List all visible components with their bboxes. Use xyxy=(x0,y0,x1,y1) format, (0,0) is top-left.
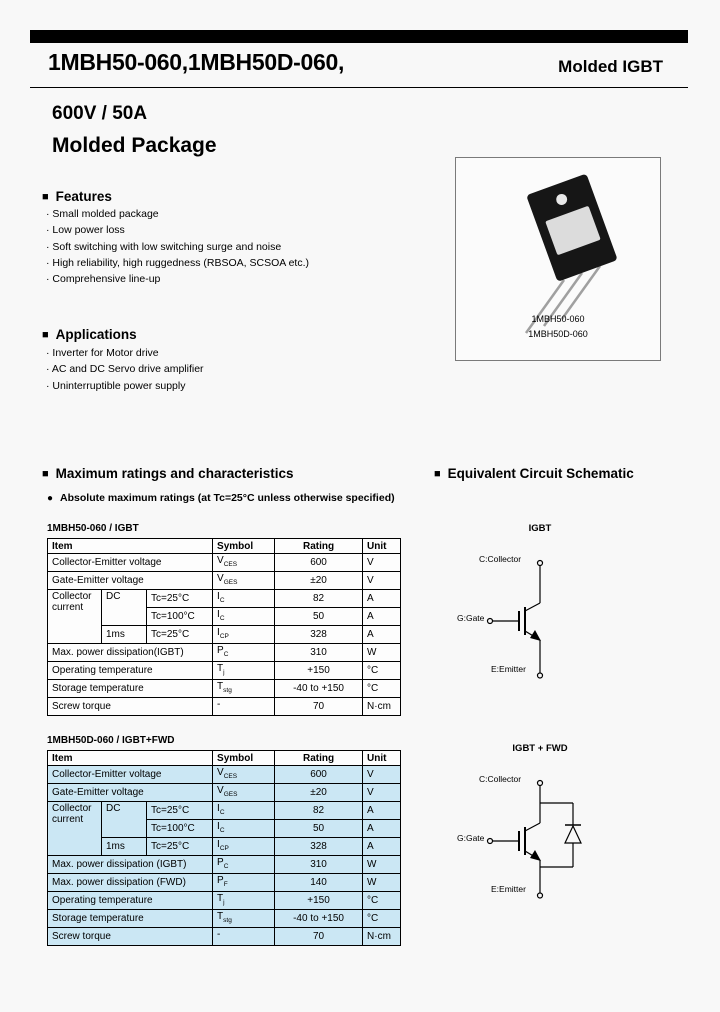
applications-heading xyxy=(42,327,137,342)
cell-symbol: $T_j$ xyxy=(213,892,275,910)
cell-condition-temp: Tc=25°C xyxy=(147,838,213,856)
voltage-current-heading: 600V / 50A xyxy=(52,103,148,124)
features-title: Features xyxy=(55,189,112,204)
cell-symbol: $P_F$ xyxy=(213,874,275,892)
cell-unit: A xyxy=(363,590,401,608)
cell-unit: V xyxy=(363,766,401,784)
product-family-label: Molded IGBT xyxy=(558,57,663,76)
cell-unit: A xyxy=(363,802,401,820)
max-ratings-title: Maximum ratings and characteristics xyxy=(55,466,294,481)
gate-label: G:Gate xyxy=(457,613,485,623)
cell-condition-temp: Tc=25°C xyxy=(147,626,213,644)
list-item: · Inverter for Motor drive xyxy=(46,347,159,359)
list-item: · High reliability, high ruggedness (RBSOA, SCSOA etc.) xyxy=(46,256,309,269)
max-ratings-heading xyxy=(42,466,294,481)
table-row xyxy=(48,644,401,662)
equiv-circuit-title: Equivalent Circuit Schematic xyxy=(447,466,634,481)
table-row xyxy=(48,928,401,946)
header-unit: Unit xyxy=(363,751,401,766)
cell-symbol: $I_C$ xyxy=(213,820,275,838)
top-black-bar xyxy=(30,30,688,43)
absolute-max-note xyxy=(47,492,395,504)
table-row xyxy=(48,766,401,784)
table-row xyxy=(48,856,401,874)
cell-symbol: $V_{GES}$ xyxy=(213,784,275,802)
table-row xyxy=(48,698,401,716)
table-row xyxy=(48,662,401,680)
collector-label: C:Collector xyxy=(479,554,522,564)
cell-unit: W xyxy=(363,856,401,874)
cell-rating: 328 xyxy=(275,626,363,644)
collector-label: C:Collector xyxy=(479,774,522,784)
cell-rating: 82 xyxy=(275,590,363,608)
table-row xyxy=(48,572,401,590)
cell-rating: -40 to +150 xyxy=(275,910,363,928)
package-part-number-2: 1MBH50D-060 xyxy=(528,329,588,339)
features-heading xyxy=(42,189,112,204)
header-divider xyxy=(30,87,688,88)
applications-list xyxy=(46,345,204,394)
table2-label: 1MBH50D-060 / IGBT+FWD xyxy=(47,735,175,746)
cell-unit: °C xyxy=(363,662,401,680)
cell-symbol: $T_{stg}$ xyxy=(213,910,275,928)
schematic-title: IGBT + FWD xyxy=(512,743,568,754)
cell-symbol: $V_{GES}$ xyxy=(213,572,275,590)
cell-item: Gate-Emitter voltage xyxy=(48,784,213,802)
list-item: · Uninterruptible power supply xyxy=(46,379,186,392)
table-row xyxy=(48,554,401,572)
cell-symbol: - xyxy=(213,928,275,946)
cell-item: Collector-Emitter voltage xyxy=(48,766,213,784)
package-image-box xyxy=(455,157,661,361)
cell-rating: 600 xyxy=(275,554,363,572)
absolute-max-text: Absolute maximum ratings (at Tc=25°C unless otherwise specified) xyxy=(60,492,395,504)
square-bullet-icon: ■ xyxy=(42,329,49,341)
cell-symbol: $P_C$ xyxy=(213,856,275,874)
igbt-fwd-symbol-graphic xyxy=(455,743,655,923)
list-item: · Soft switching with low switching surge and noise xyxy=(46,240,282,253)
cell-unit: °C xyxy=(363,892,401,910)
cell-item: Max. power dissipation (IGBT) xyxy=(48,856,213,874)
cell-condition-temp: Tc=100°C xyxy=(147,608,213,626)
header-rating: Rating xyxy=(275,751,363,766)
header-item: Item xyxy=(48,539,213,554)
cell-condition-pulse: 1ms xyxy=(102,626,147,644)
applications-title: Applications xyxy=(55,327,137,342)
cell-rating: ±20 xyxy=(275,572,363,590)
ratings-table-igbt-fwd xyxy=(47,750,401,946)
cell-rating: 140 xyxy=(275,874,363,892)
features-list xyxy=(46,206,309,287)
cell-unit: A xyxy=(363,820,401,838)
cell-item: Collector current xyxy=(48,590,102,644)
cell-item: Storage temperature xyxy=(48,910,213,928)
cell-symbol: $V_{CES}$ xyxy=(213,554,275,572)
cell-symbol: $V_{CES}$ xyxy=(213,766,275,784)
cell-unit: A xyxy=(363,608,401,626)
table-row xyxy=(48,802,401,820)
cell-symbol: $I_{CP}$ xyxy=(213,626,275,644)
page-title: 1MBH50-060,1MBH50D-060, xyxy=(48,49,345,75)
square-bullet-icon: ■ xyxy=(434,468,441,480)
cell-rating: -40 to +150 xyxy=(275,680,363,698)
cell-item: Collector current xyxy=(48,802,102,856)
emitter-label: E:Emitter xyxy=(491,664,526,674)
cell-condition-dc: DC xyxy=(102,802,147,838)
header-symbol: Symbol xyxy=(213,751,275,766)
cell-unit: N·cm xyxy=(363,928,401,946)
package-type-heading: Molded Package xyxy=(52,134,217,157)
table-header-row xyxy=(48,751,401,766)
ratings-table-igbt xyxy=(47,538,401,716)
cell-condition-temp: Tc=100°C xyxy=(147,820,213,838)
cell-item: Collector-Emitter voltage xyxy=(48,554,213,572)
cell-unit: V xyxy=(363,572,401,590)
cell-unit: V xyxy=(363,554,401,572)
cell-rating: 328 xyxy=(275,838,363,856)
table-row xyxy=(48,910,401,928)
cell-symbol: - xyxy=(213,698,275,716)
cell-symbol: $I_C$ xyxy=(213,608,275,626)
square-bullet-icon: ■ xyxy=(42,191,49,203)
gate-label: G:Gate xyxy=(457,833,485,843)
header-item: Item xyxy=(48,751,213,766)
list-item: · Comprehensive line-up xyxy=(46,273,161,286)
table-row xyxy=(48,892,401,910)
table-row xyxy=(48,590,401,608)
square-bullet-icon: ■ xyxy=(42,468,49,480)
cell-unit: A xyxy=(363,838,401,856)
table-row xyxy=(48,680,401,698)
cell-symbol: $I_{CP}$ xyxy=(213,838,275,856)
cell-unit: A xyxy=(363,626,401,644)
cell-item: Max. power dissipation(IGBT) xyxy=(48,644,213,662)
cell-rating: +150 xyxy=(275,662,363,680)
table-row xyxy=(48,784,401,802)
igbt-symbol-graphic xyxy=(455,523,655,703)
cell-unit: W xyxy=(363,874,401,892)
header-rating: Rating xyxy=(275,539,363,554)
cell-symbol: $I_C$ xyxy=(213,802,275,820)
cell-rating: 50 xyxy=(275,608,363,626)
emitter-label: E:Emitter xyxy=(491,884,526,894)
cell-item: Gate-Emitter voltage xyxy=(48,572,213,590)
cell-condition-dc: DC xyxy=(102,590,147,626)
cell-item: Screw torque xyxy=(48,698,213,716)
cell-condition-pulse: 1ms xyxy=(102,838,147,856)
table1-label: 1MBH50-060 / IGBT xyxy=(47,523,139,534)
cell-item: Operating temperature xyxy=(48,892,213,910)
cell-rating: 70 xyxy=(275,698,363,716)
igbt-fwd-schematic xyxy=(455,743,655,923)
cell-unit: N·cm xyxy=(363,698,401,716)
cell-rating: ±20 xyxy=(275,784,363,802)
package-part-number-1: 1MBH50-060 xyxy=(531,314,585,324)
cell-item: Screw torque xyxy=(48,928,213,946)
list-item: · AC and DC Servo drive amplifier xyxy=(46,363,204,376)
cell-rating: 310 xyxy=(275,644,363,662)
equiv-circuit-heading xyxy=(434,466,634,481)
cell-symbol: $P_C$ xyxy=(213,644,275,662)
cell-symbol: $T_j$ xyxy=(213,662,275,680)
cell-unit: W xyxy=(363,644,401,662)
cell-condition-temp: Tc=25°C xyxy=(147,802,213,820)
cell-unit: °C xyxy=(363,680,401,698)
table-header-row xyxy=(48,539,401,554)
cell-rating: 310 xyxy=(275,856,363,874)
cell-item: Operating temperature xyxy=(48,662,213,680)
header-symbol: Symbol xyxy=(213,539,275,554)
cell-rating: +150 xyxy=(275,892,363,910)
dot-bullet-icon: ● xyxy=(47,493,54,504)
cell-condition-temp: Tc=25°C xyxy=(147,590,213,608)
cell-item: Max. power dissipation (FWD) xyxy=(48,874,213,892)
cell-symbol: $I_C$ xyxy=(213,590,275,608)
cell-item: Storage temperature xyxy=(48,680,213,698)
cell-unit: V xyxy=(363,784,401,802)
cell-rating: 600 xyxy=(275,766,363,784)
list-item: · Small molded package xyxy=(46,208,159,220)
list-item: · Low power loss xyxy=(46,224,125,237)
cell-rating: 82 xyxy=(275,802,363,820)
cell-unit: °C xyxy=(363,910,401,928)
table-row xyxy=(48,874,401,892)
header-unit: Unit xyxy=(363,539,401,554)
cell-rating: 70 xyxy=(275,928,363,946)
cell-symbol: $T_{stg}$ xyxy=(213,680,275,698)
cell-rating: 50 xyxy=(275,820,363,838)
igbt-schematic xyxy=(455,523,655,703)
schematic-title: IGBT xyxy=(528,523,552,534)
